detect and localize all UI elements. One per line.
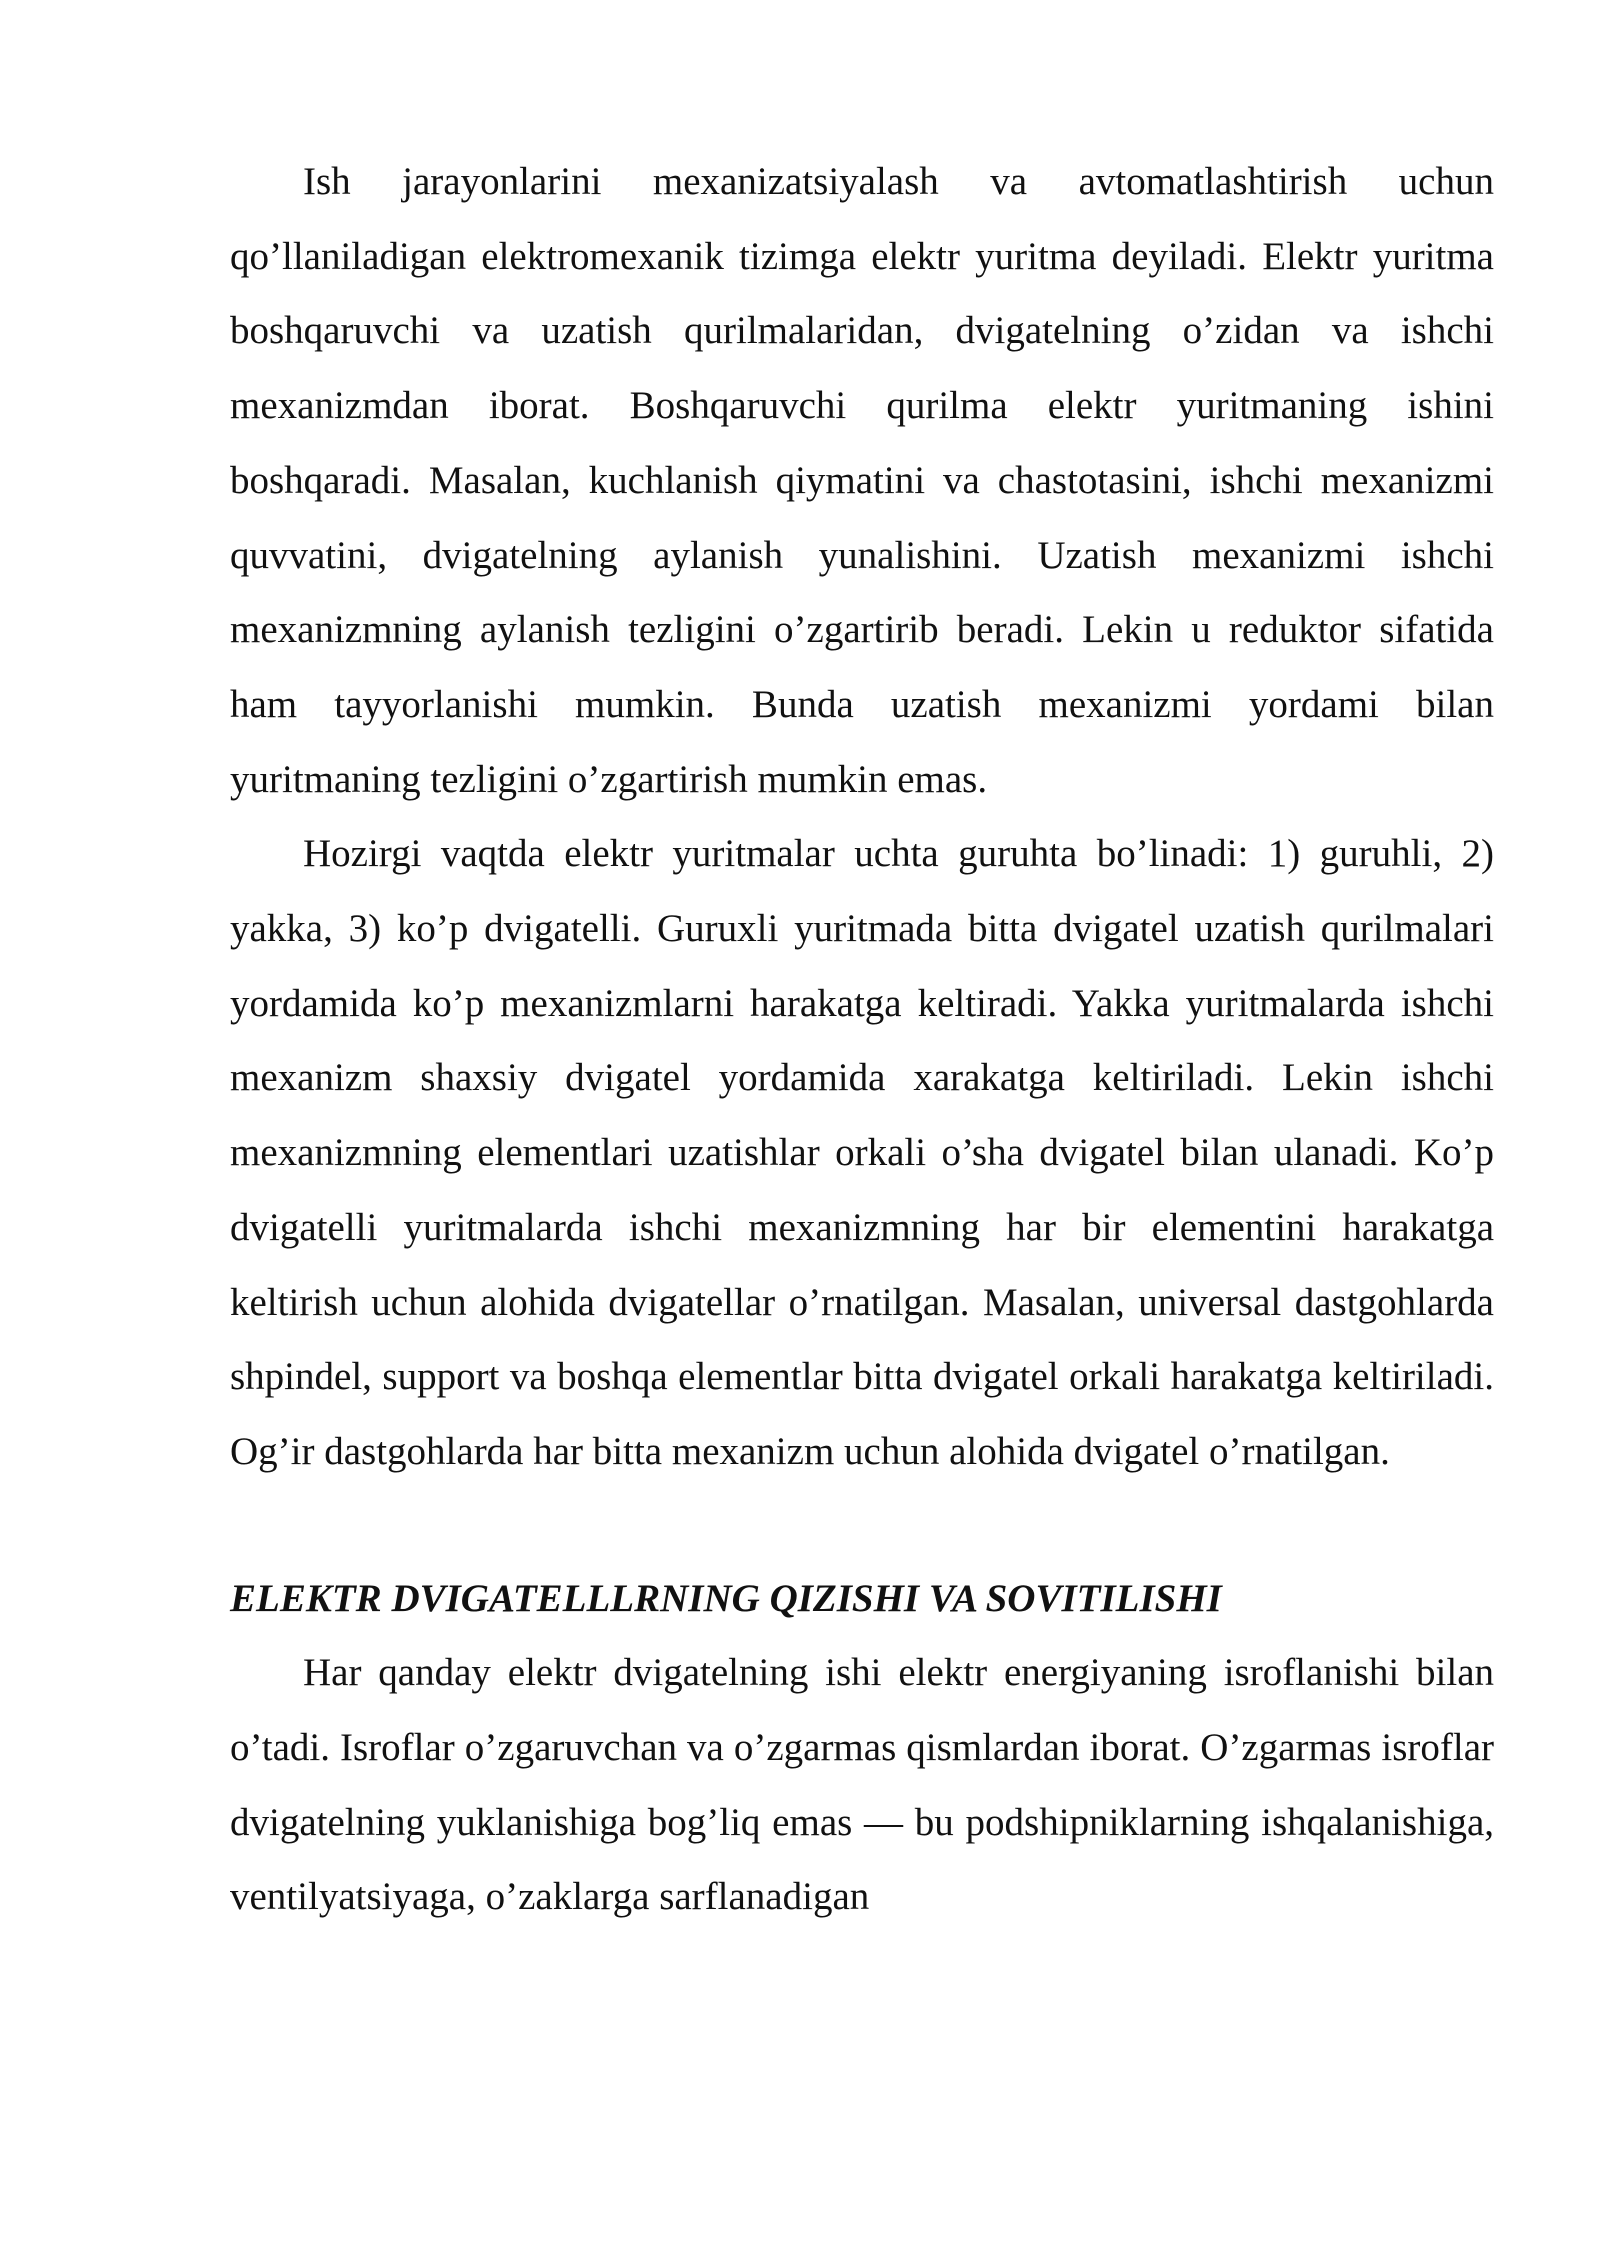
paragraph-electric-drive-definition: Ish jarayonlarini mexanizatsiyalash va avtomatlashtirish uchun qo’llaniladigan elektromexanik tizimga elektr yuritma deyiladi. Elektr yuritma boshqaruvchi va uzatish qurilmalaridan, dvigatelning o’zidan va ishchi mexanizmdan iborat. Boshqaruvchi qurilma elektr yuritmaning ishini boshqaradi. Masalan, kuchlanish qiymatini va chastotasini, ishchi mexanizmi quvvatini, dvigatelning aylanish yunalishini. Uzatish mexanizmi ishchi mexanizmning aylanish tezligini o’zgartirib beradi. Lekin u reduktor sifatida ham tayyorlanishi mumkin. Bunda uzatish mexanizmi yordami bilan yuritmaning tezligini o’zgartirish mumkin emas. [230, 160, 1494, 801]
paragraph-drive-types: Hozirgi vaqtda elektr yuritmalar uchta guruhta bo’linadi: 1) guruhli, 2) yakka, 3) ko’p dvigatelli. Guruxli yuritmada bitta dvigatel uzatish qurilmalari yordamida ko’p mexanizmlarni harakatga keltiradi. Yakka yuritmalarda ishchi mexanizm shaxsiy dvigatel yordamida xarakatga keltiriladi. Lekin ishchi mexanizmning elementlari uzatishlar orkali o’sha dvigatel bilan ulanadi. Ko’p dvigatelli yuritmalarda ishchi mexanizmning har bir elementini harakatga keltirish uchun alohida dvigatellar o’rnatilgan. Masalan, universal dastgohlarda shpindel, support va boshqa elementlar bitta dvigatel orkali harakatga keltiriladi. Og’ir dastgohlarda har bitta mexanizm uchun alohida dvigatel o’rnatilgan. [230, 832, 1494, 1473]
document-page [230, 145, 1494, 1935]
paragraph-motor-losses: Har qanday elektr dvigatelning ishi elektr energiyaning isroflanishi bilan o’tadi. Isroflar o’zgaruvchan va o’zgarmas qismlardan iborat. O’zgarmas isroflar dvigatelning yuklanishiga bog’liq emas — bu podshipniklarning ishqalanishiga, ventilyatsiyaga, o’zaklarga sarflanadigan [230, 1651, 1494, 1919]
section-heading: ELEKTR DVIGATELLLRNING QIZISHI VA SOVITILISHI [230, 1576, 1222, 1620]
